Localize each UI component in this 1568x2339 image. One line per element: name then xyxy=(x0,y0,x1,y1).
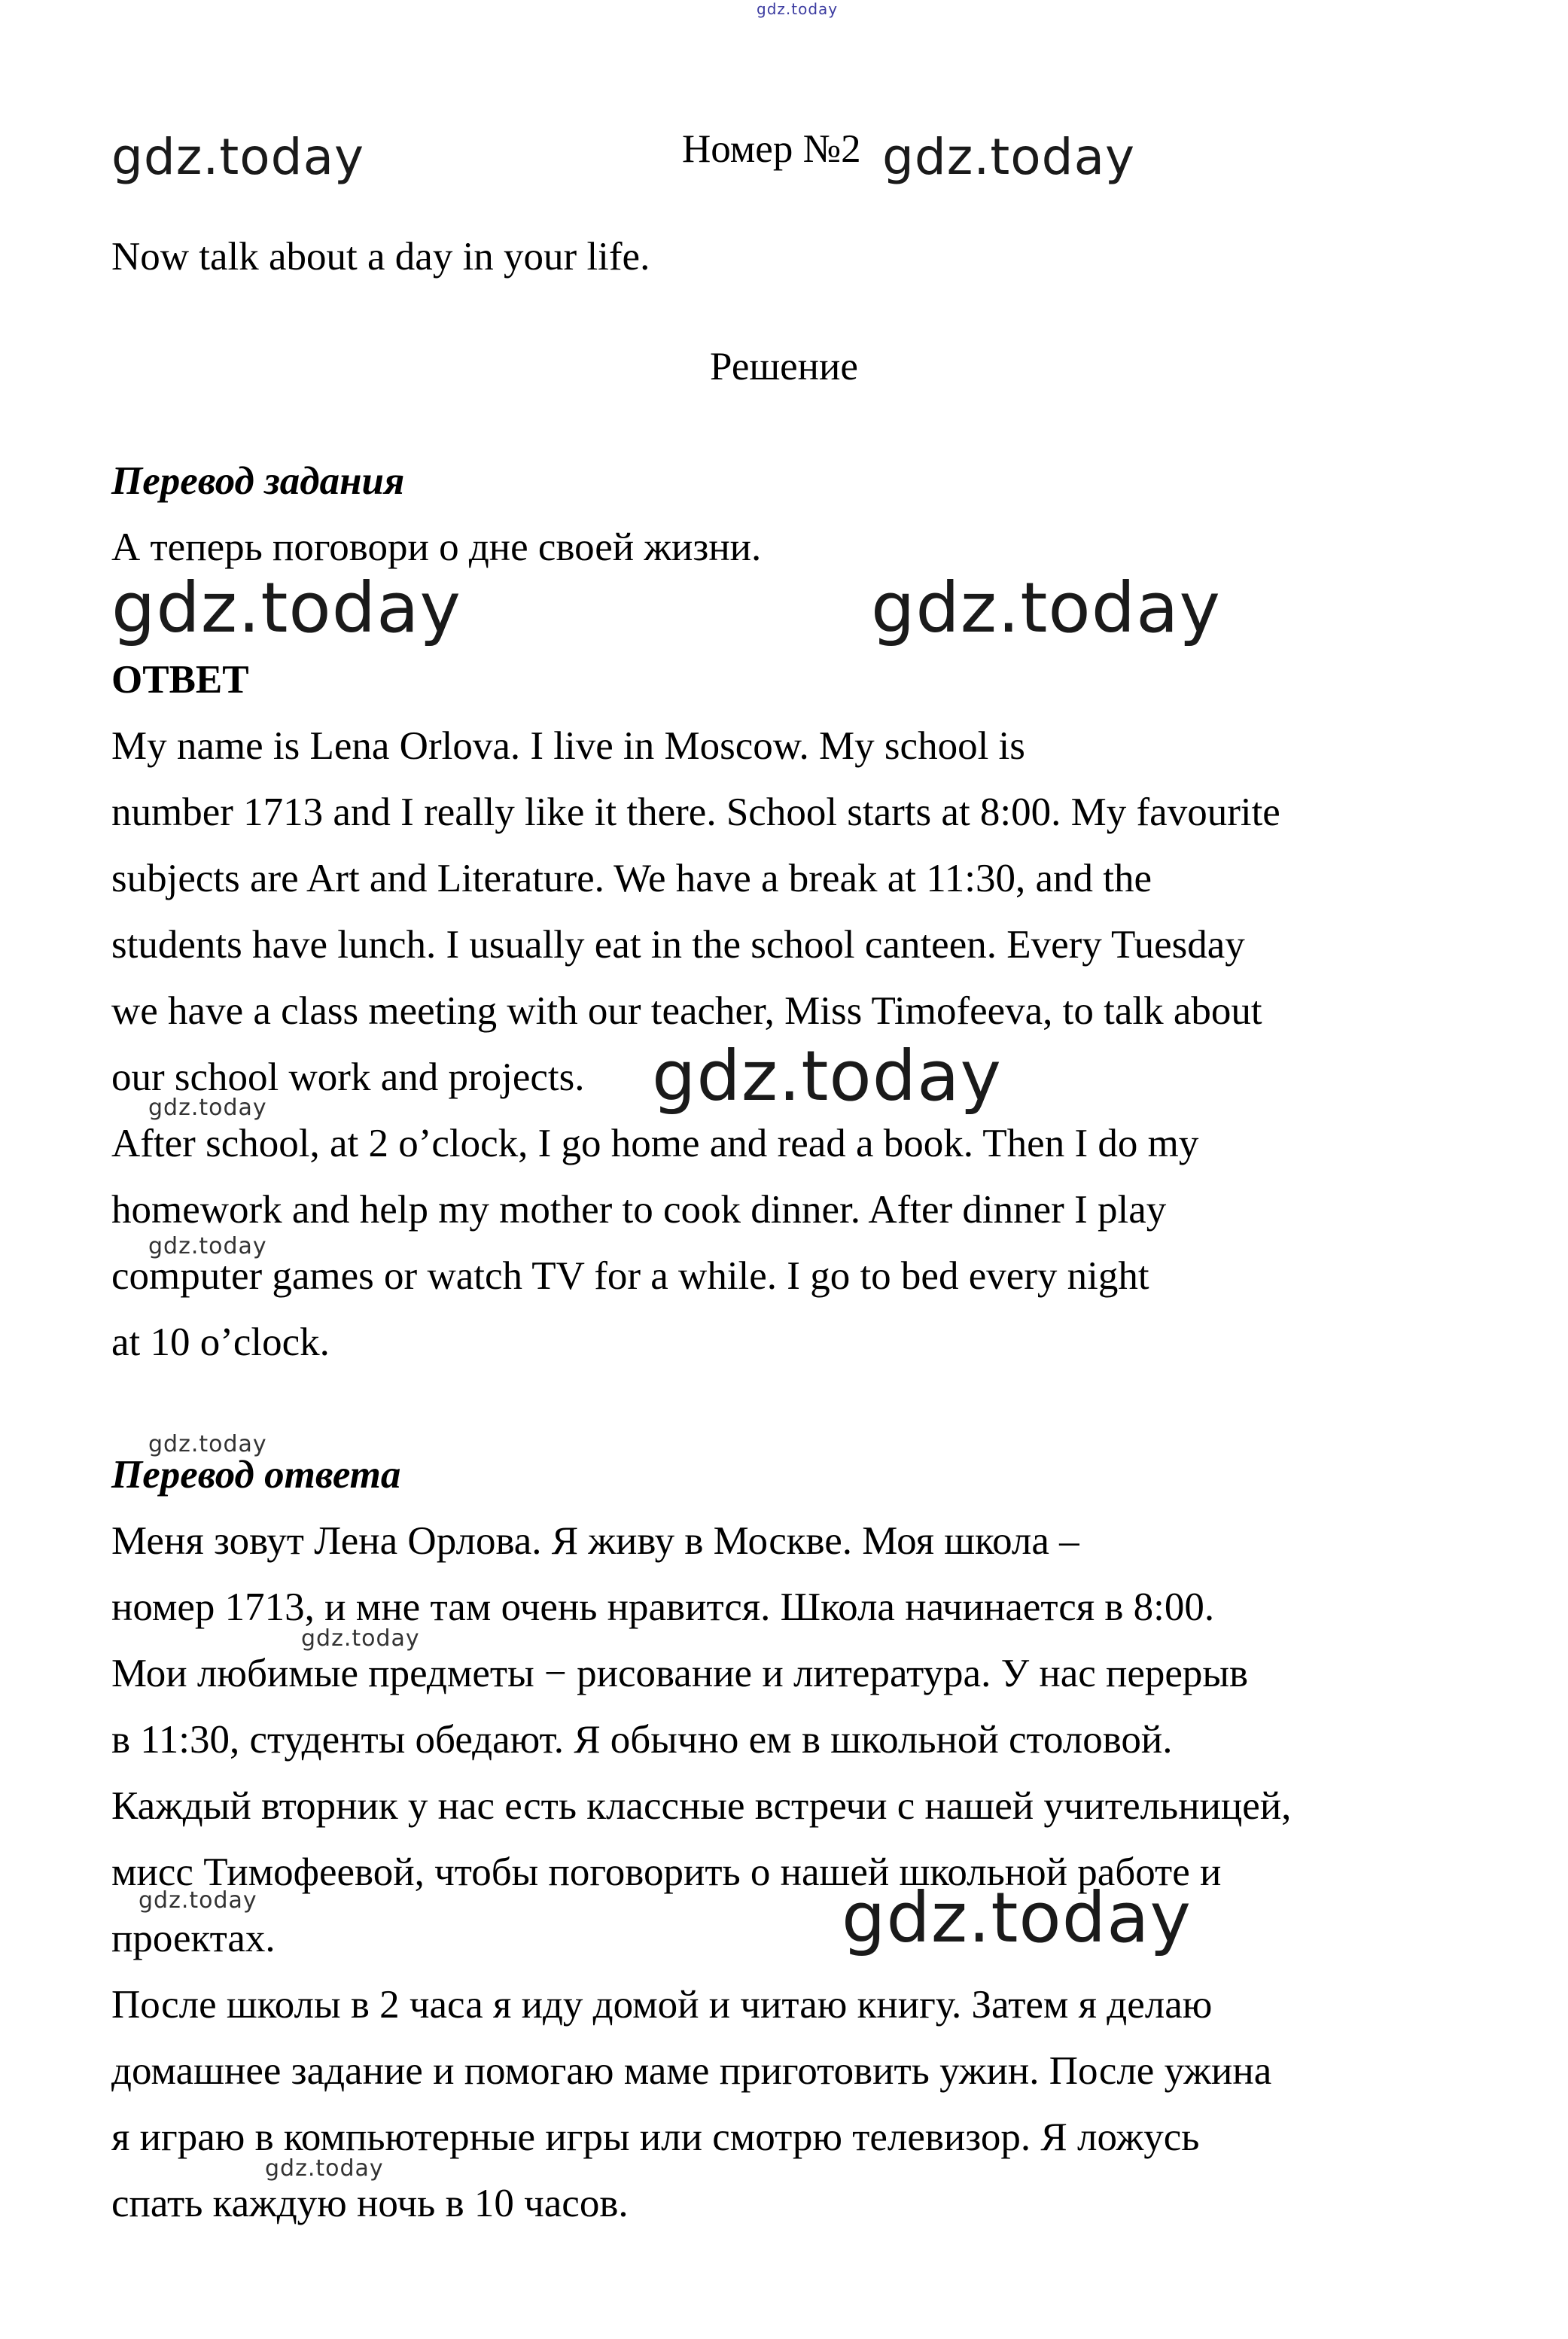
watermark-small-5: gdz.today xyxy=(139,1887,257,1914)
task-translation-heading: Перевод задания xyxy=(111,459,405,503)
answer-line: we have a class meeting with our teacher, Miss Timofeeva, to talk about xyxy=(111,989,1262,1033)
answer-line: computer games or watch TV for a while. I go to bed every night xyxy=(111,1254,1149,1298)
answer-translation-line: спать каждую ночь в 10 часов. xyxy=(111,2182,629,2225)
answer-line: our school work and projects. xyxy=(111,1055,585,1099)
answer-translation-line: Каждый вторник у нас есть классные встречи с нашей учительницей, xyxy=(111,1784,1292,1828)
watermark-large-bottom: gdz.today xyxy=(842,1878,1192,1958)
answer-line: homework and help my mother to cook dinner. After dinner I play xyxy=(111,1188,1167,1232)
solution-heading: Решение xyxy=(710,345,858,388)
watermark-header-left: gdz.today xyxy=(111,128,365,186)
answer-heading: ОТВЕТ xyxy=(111,658,249,702)
answer-translation-line: После школы в 2 часа я иду домой и читаю книгу. Затем я делаю xyxy=(111,1983,1213,2027)
answer-line: My name is Lena Orlova. I live in Moscow. My school is xyxy=(111,724,1025,768)
answer-translation-line: проектах. xyxy=(111,1917,276,1960)
answer-line: subjects are Art and Literature. We have a break at 11:30, and the xyxy=(111,857,1152,900)
answer-translation-heading: Перевод ответа xyxy=(111,1453,401,1497)
watermark-header-right: gdz.today xyxy=(882,128,1136,186)
watermark-top: gdz.today xyxy=(757,0,839,18)
task-translation-text: А теперь поговори о дне своей жизни. xyxy=(111,525,762,569)
answer-line: students have lunch. I usually eat in the school canteen. Every Tuesday xyxy=(111,923,1245,967)
answer-line: After school, at 2 o’clock, I go home and read a book. Then I do my xyxy=(111,1122,1199,1165)
watermark-small-4: gdz.today xyxy=(301,1625,420,1652)
answer-line: number 1713 and I really like it there. School starts at 8:00. My favourite xyxy=(111,790,1280,834)
watermark-large-middle: gdz.today xyxy=(652,1036,1002,1116)
task-number: Номер №2 xyxy=(682,127,861,171)
answer-translation-line: мисс Тимофеевой, чтобы поговорить о нашей школьной работе и xyxy=(111,1850,1222,1894)
answer-translation-line: Мои любимые предметы − рисование и литература. У нас перерыв xyxy=(111,1652,1249,1695)
watermark-small-2: gdz.today xyxy=(148,1233,267,1259)
watermark-small-6: gdz.today xyxy=(265,2155,384,2182)
watermark-large-right: gdz.today xyxy=(871,568,1221,648)
watermark-small-3: gdz.today xyxy=(148,1431,267,1457)
answer-translation-line: номер 1713, и мне там очень нравится. Школа начинается в 8:00. xyxy=(111,1585,1215,1629)
answer-translation-line: Меня зовут Лена Орлова. Я живу в Москве. Моя школа – xyxy=(111,1519,1079,1563)
watermark-small-1: gdz.today xyxy=(148,1095,267,1121)
answer-translation-line: домашнее задание и помогаю маме приготовить ужин. После ужина xyxy=(111,2049,1272,2093)
answer-translation-line: в 11:30, студенты обедают. Я обычно ем в школьной столовой. xyxy=(111,1718,1173,1762)
watermark-large-left: gdz.today xyxy=(111,568,461,648)
answer-translation-line: я играю в компьютерные игры или смотрю телевизор. Я ложусь xyxy=(111,2115,1200,2159)
answer-line: at 10 o’clock. xyxy=(111,1320,330,1364)
task-prompt: Now talk about a day in your life. xyxy=(111,235,650,279)
